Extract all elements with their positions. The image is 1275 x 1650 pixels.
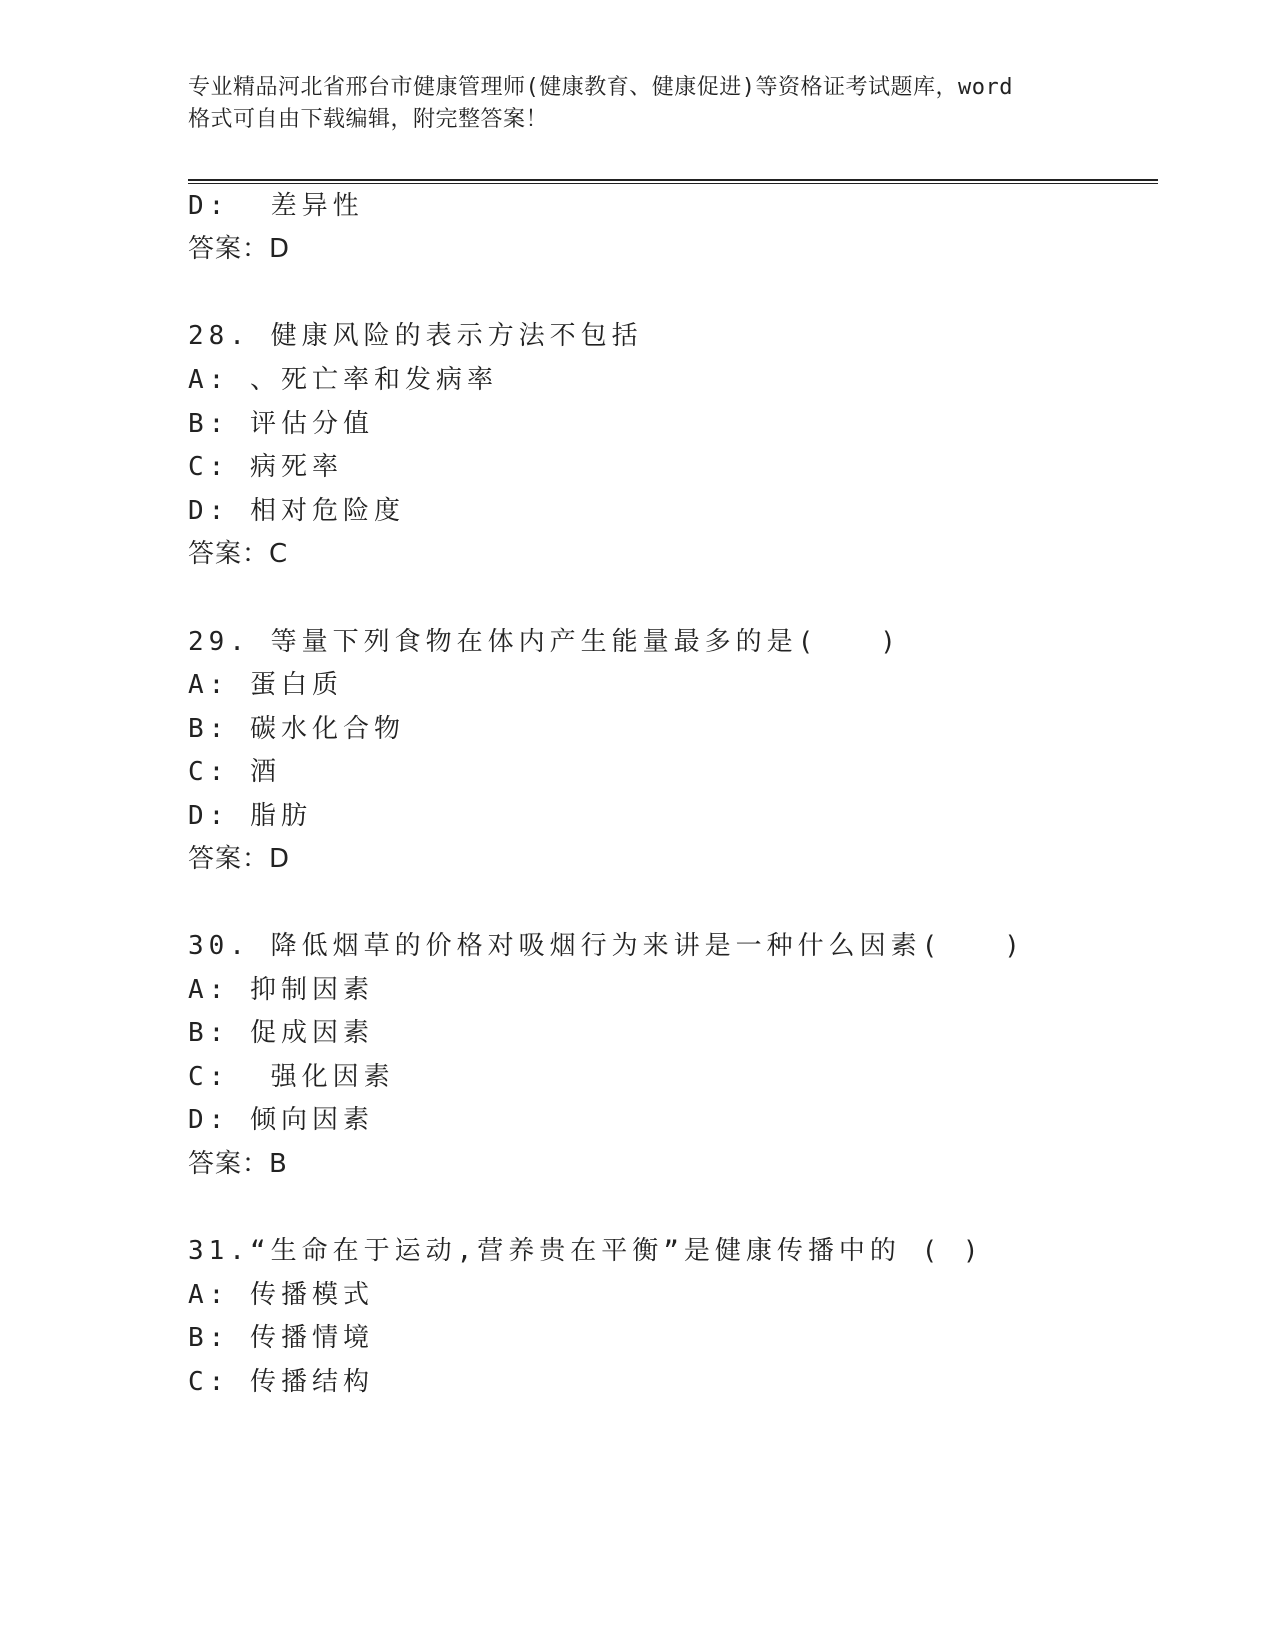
header-line-1: 专业精品河北省邢台市健康管理师(健康教育、健康促进)等资格证考试题库，word xyxy=(188,75,1013,100)
option-line: B: 传播情境 xyxy=(188,1323,374,1353)
question-stem: 28. 健康风险的表示方法不包括 xyxy=(188,321,643,351)
answer-line: 答案：B xyxy=(188,1149,288,1179)
option-line: C: 酒 xyxy=(188,757,281,787)
option-line: D: 差异性 xyxy=(188,191,364,221)
question-stem: 29. 等量下列食物在体内产生能量最多的是( ) xyxy=(188,627,901,657)
option-line: D: 相对危险度 xyxy=(188,496,405,526)
option-line: A: 蛋白质 xyxy=(188,670,343,700)
option-line: C: 传播结构 xyxy=(188,1367,374,1397)
header-line-2: 格式可自由下载编辑，附完整答案！ xyxy=(188,107,549,132)
option-line: C: 病死率 xyxy=(188,452,343,482)
option-line: B: 评估分值 xyxy=(188,409,374,439)
answer-line: 答案：C xyxy=(188,539,289,569)
answer-line: 答案：D xyxy=(188,844,291,874)
option-line: C: 强化因素 xyxy=(188,1062,395,1092)
option-line: B: 促成因素 xyxy=(188,1018,374,1048)
header-divider-top xyxy=(188,179,1158,181)
question-stem: 31.“生命在于运动,营养贵在平衡”是健康传播中的 ( ) xyxy=(188,1236,984,1266)
header-divider-bottom xyxy=(188,183,1158,184)
question-stem: 30. 降低烟草的价格对吸烟行为来讲是一种什么因素( ) xyxy=(188,931,1025,961)
option-line: B: 碳水化合物 xyxy=(188,714,405,744)
answer-line: 答案：D xyxy=(188,234,291,264)
option-line: A: 、死亡率和发病率 xyxy=(188,365,498,395)
option-line: A: 传播模式 xyxy=(188,1280,374,1310)
document-header xyxy=(188,72,1088,136)
option-line: D: 倾向因素 xyxy=(188,1105,374,1135)
option-line: D: 脂肪 xyxy=(188,801,312,831)
option-line: A: 抑制因素 xyxy=(188,975,374,1005)
